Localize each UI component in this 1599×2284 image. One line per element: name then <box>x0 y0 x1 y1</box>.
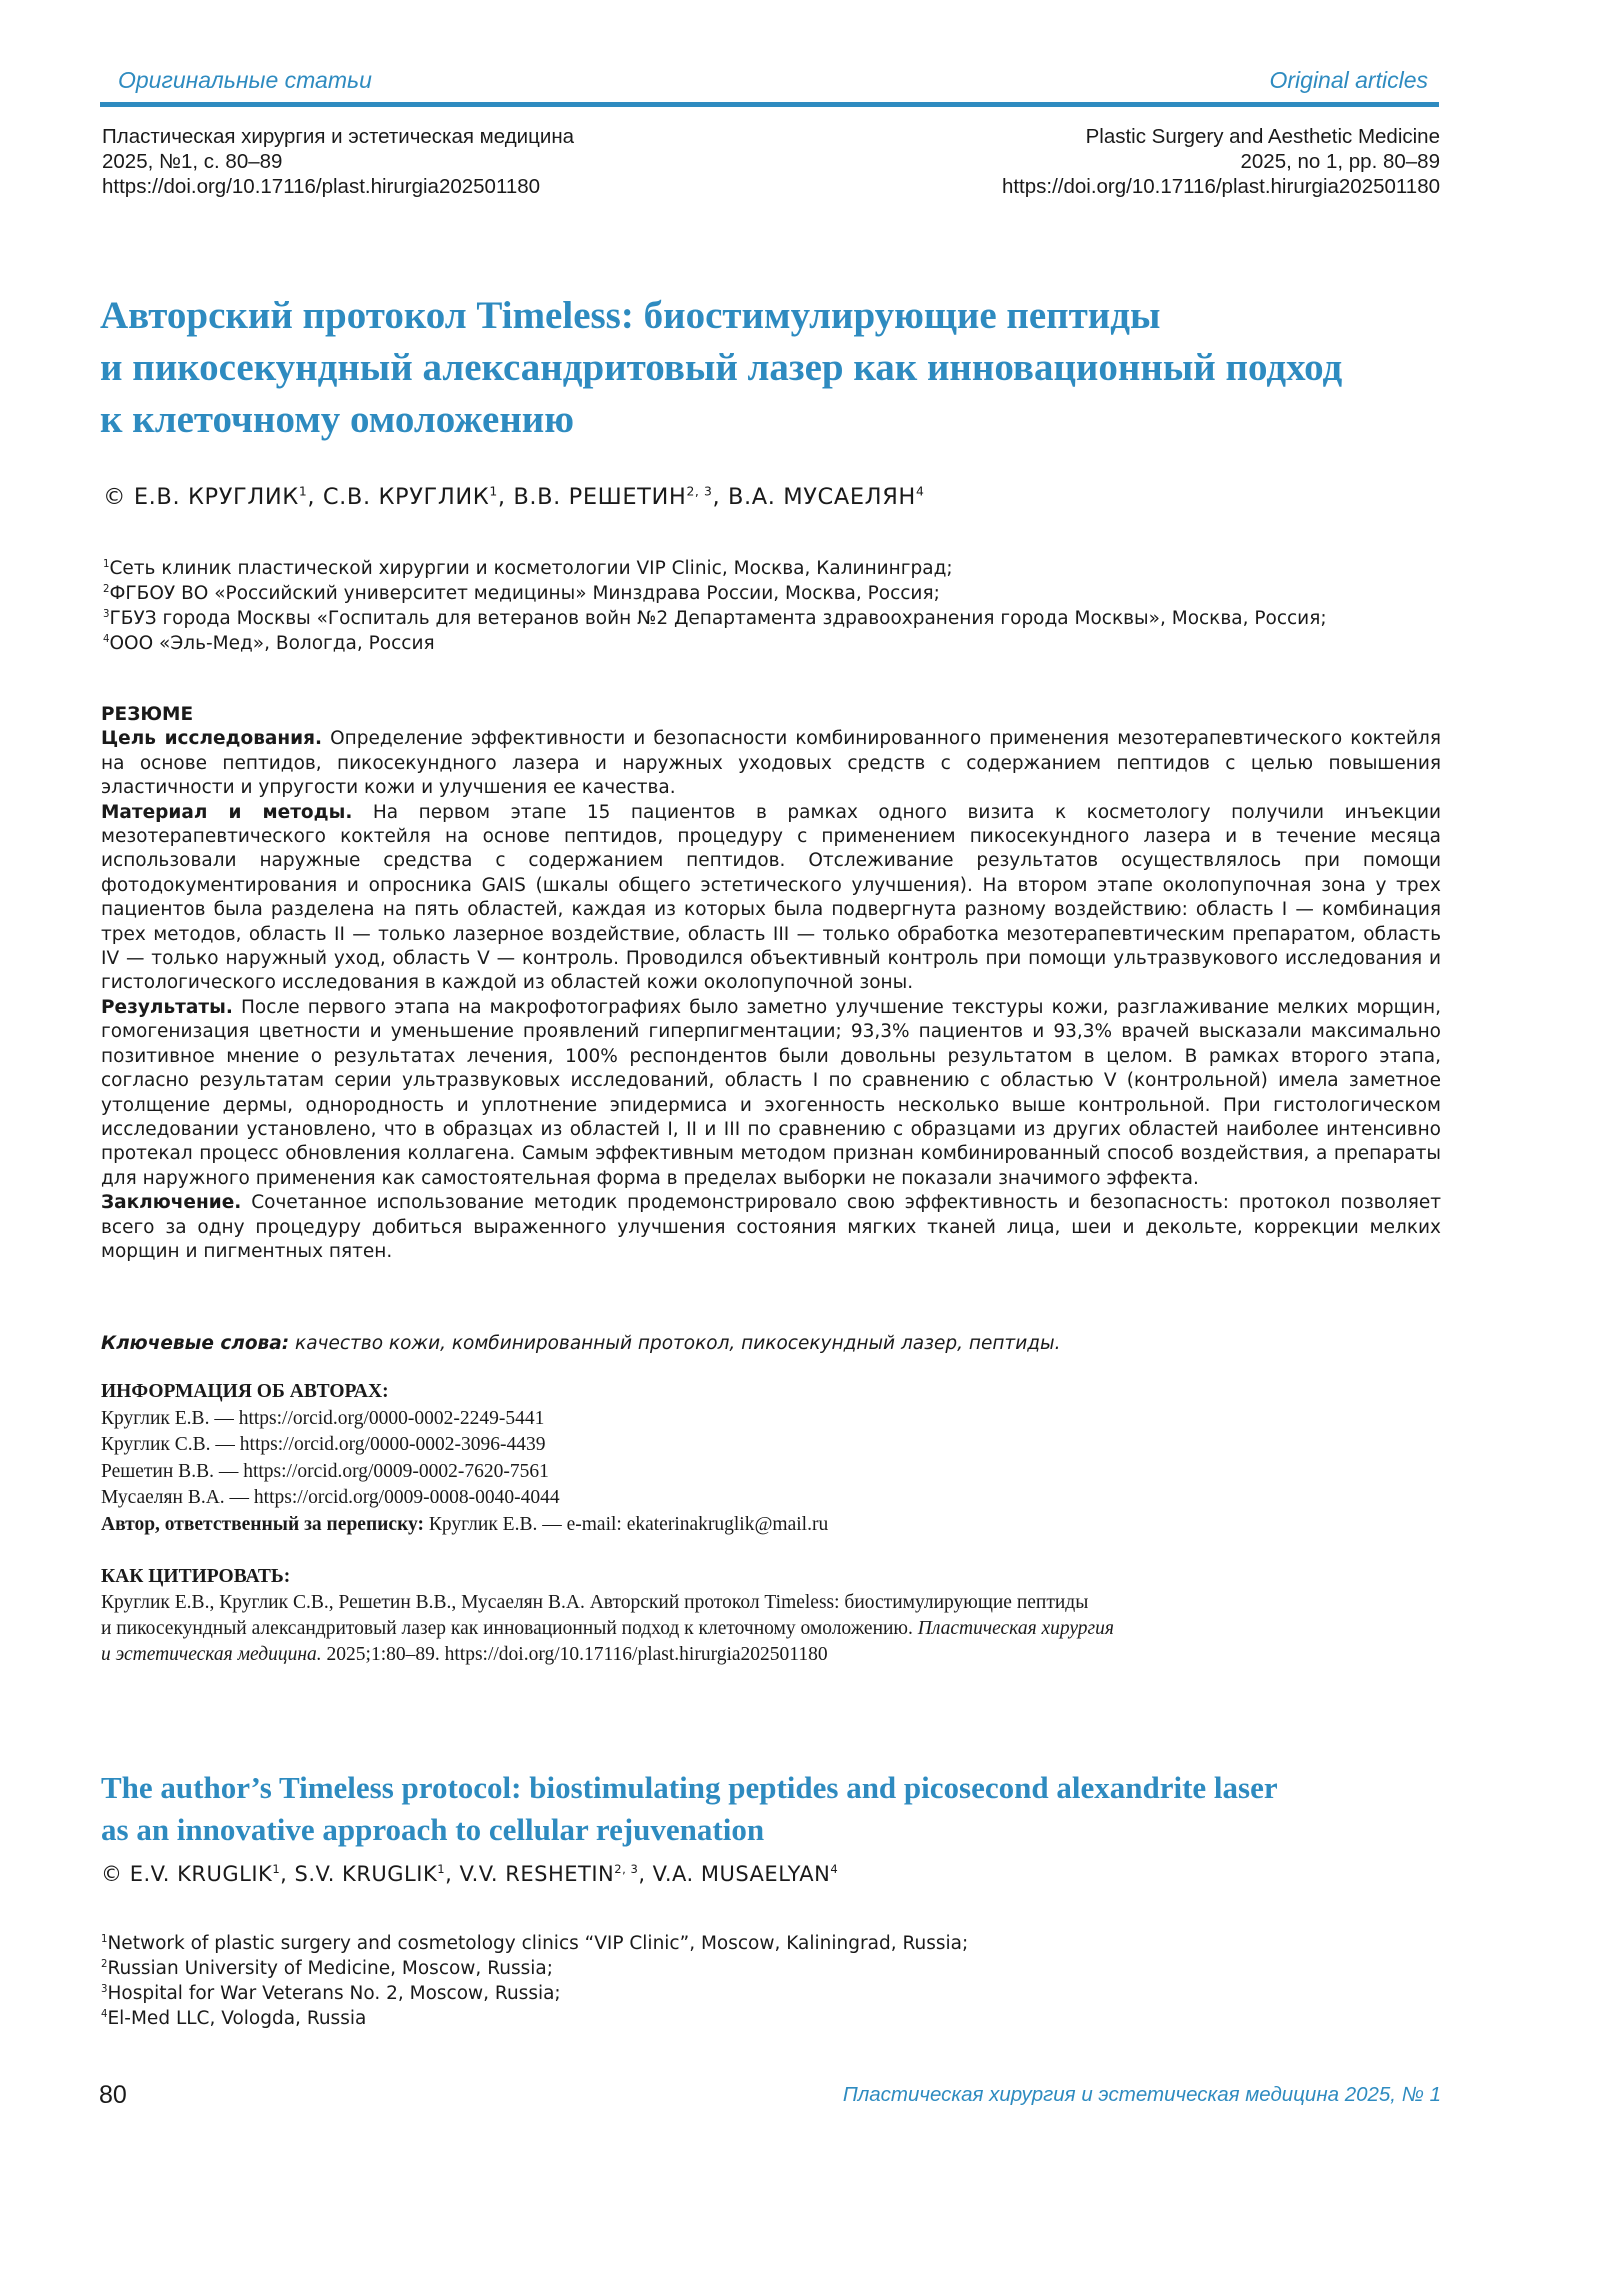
abstract-conclusion-text: Сочетанное использование методик продемонстрировало свою эффективность и безопасность: протокол позволяет всего за одну процедуру добиться выраженного улучшения состояния мягких тканей лица, шеи и декольте, коррекции мелких морщин и пигментных пятен. <box>101 1192 1441 1262</box>
keywords-label: Ключевые слова: <box>101 1333 290 1354</box>
running-header-right: Original articles <box>1269 67 1428 93</box>
author-orcid-line[interactable]: Круглик С.В. — https://orcid.org/0000-0002-3096-4439 <box>101 1434 546 1455</box>
abstract-results-label: Результаты. <box>101 996 233 1018</box>
meta-journal-ru: Пластическая хирургия и эстетическая медицина <box>102 125 575 148</box>
abstract-results <box>101 996 1441 1191</box>
author-separator: , <box>712 484 728 510</box>
affiliation-item <box>103 606 1327 631</box>
author-name: Е.В. КРУГЛИК <box>133 484 299 510</box>
corresponding-author-text[interactable]: Круглик Е.В. — e-mail: ekaterinakruglik@mail.ru <box>424 1513 829 1535</box>
author-separator: , <box>307 484 323 510</box>
affiliation-text: ООО «Эль-Мед», Вологда, Россия <box>109 633 435 654</box>
running-header-left: Оригинальные статьи <box>118 67 372 93</box>
author-name: E.V. KRUGLIK <box>129 1862 273 1886</box>
authors-info-heading: ИНФОРМАЦИЯ ОБ АВТОРАХ: <box>101 1381 389 1402</box>
citation-line: Круглик Е.В., Круглик С.В., Решетин В.В., Мусаелян В.А. Авторский протокол Timeless: биостимулирующие пептиды <box>101 1592 1089 1613</box>
author-affil-ref: 2, 3 <box>614 1862 639 1876</box>
affiliation-text: Сеть клиник пластической хирургии и косметологии VIP Clinic, Москва, Калининград; <box>109 558 953 579</box>
page-number: 80 <box>99 2081 127 2109</box>
meta-doi-ru[interactable]: https://doi.org/10.17116/plast.hirurgia202501180 <box>102 175 541 198</box>
affiliation-item <box>101 2006 968 2031</box>
affiliation-item <box>101 1931 968 1956</box>
citation-doi[interactable]: 2025;1:80–89. https://doi.org/10.17116/plast.hirurgia202501180 <box>321 1644 828 1665</box>
abstract-methods <box>101 801 1441 996</box>
meta-issue-ru: 2025, №1, с. 80–89 <box>102 150 283 173</box>
affiliation-number: 4 <box>101 2008 108 2020</box>
affiliation-number: 3 <box>103 608 110 620</box>
citation <box>101 1564 1114 1668</box>
author-name: В.А. МУСАЕЛЯН <box>727 484 916 510</box>
author-separator: , <box>280 1862 295 1886</box>
authors-en <box>101 1862 838 1886</box>
abstract-results-text: После первого этапа на макрофотографиях было заметно улучшение текстуры кожи, разглаживание мелких морщин, гомогенизация цветности и уменьшение проявлений гиперпигментации; 93,3% пациентов и 93,3% врачей высказали максимально позитивное мнение о результатах лечения, 100% респондентов были довольны результатом в целом. В рамках второго этапа, согласно результатам серии ультразвуковых исследований, область I по сравнению с областью V (контрольной) имела заметное утолщение дермы, однородность и уплотнение эпидермиса и эхогенность несколько выше контрольной. При гистологическом исследовании установлено, что в образцах из областей I, II и III по сравнению с образцами из других областей наиболее интенсивно протекал процесс обновления коллагена. Самым эффективным методом признан комбинированный способ воздействия, а препараты для наружного применения как самостоятельная форма в пределах выборки не показали значимого эффекта. <box>101 996 1441 1189</box>
abstract-conclusion <box>101 1191 1441 1264</box>
article-title-en <box>101 1767 1278 1851</box>
footer-journal: Пластическая хирургия и эстетическая медицина 2025, № 1 <box>842 2083 1441 2106</box>
citation-line <box>101 1616 1114 1642</box>
affiliation-item <box>101 1956 968 1981</box>
citation-heading: КАК ЦИТИРОВАТЬ: <box>101 1566 291 1587</box>
author-name: S.V. KRUGLIK <box>294 1862 438 1886</box>
journal-meta-en <box>1002 124 1440 199</box>
citation-journal: Пластическая хирургия <box>917 1618 1114 1639</box>
header-rule <box>100 102 1439 107</box>
affiliations-en <box>101 1931 968 2031</box>
article-title-ru <box>100 290 1480 446</box>
meta-issue-en: 2025, no 1, pp. 80–89 <box>1240 150 1440 173</box>
abstract-methods-label: Материал и методы. <box>101 801 353 823</box>
title-en-line: The author’s Timeless protocol: biostimulating peptides and picosecond alexandrite laser <box>101 1770 1278 1805</box>
affiliation-item <box>103 631 1327 656</box>
author-affil-ref: 1 <box>272 1862 281 1876</box>
citation-text: и пикосекундный александритовый лазер как инновационный подход к клеточному омоложению. <box>101 1618 918 1639</box>
affiliation-text: El-Med LLC, Vologda, Russia <box>107 2008 367 2029</box>
abstract-aim-label: Цель исследования. <box>101 728 323 750</box>
citation-line <box>101 1642 1114 1668</box>
copyright-mark: © <box>101 1862 130 1886</box>
author-orcid-line[interactable]: Решетин В.В. — https://orcid.org/0009-0002-7620-7561 <box>101 1460 549 1482</box>
abstract-aim-text: Определение эффективности и безопасности комбинированного применения мезотерапевтического коктейля на основе пептидов, пикосекундного лазера и наружных уходовых средств с содержанием пептидов с целью повышения эластичности и упругости кожи и улучшения ее качества. <box>101 728 1441 799</box>
author-orcid-line[interactable]: Мусаелян В.А. — https://orcid.org/0009-0008-0040-4044 <box>101 1487 560 1508</box>
author-orcid-line[interactable]: Круглик Е.В. — https://orcid.org/0000-0002-2249-5441 <box>101 1407 545 1429</box>
abstract <box>101 703 1441 1264</box>
affiliation-text: Hospital for War Veterans No. 2, Moscow, Russia; <box>107 1983 561 2004</box>
title-ru-line: Авторский протокол Timeless: биостимулирующие пептиды <box>100 294 1161 337</box>
authors-ru <box>103 484 924 510</box>
affiliation-number: 2 <box>103 583 110 595</box>
abstract-aim <box>101 727 1441 800</box>
corresponding-author-label: Автор, ответственный за переписку: <box>101 1513 425 1535</box>
author-name: V.A. MUSAELYAN <box>652 1862 831 1886</box>
affiliation-text: Russian University of Medicine, Moscow, Russia; <box>107 1958 553 1979</box>
meta-doi-en[interactable]: https://doi.org/10.17116/plast.hirurgia202501180 <box>1001 175 1440 198</box>
journal-meta-ru <box>102 124 574 199</box>
running-header <box>118 67 1428 97</box>
title-ru-line: к клеточному омоложению <box>100 398 575 441</box>
affiliation-item <box>103 556 1327 581</box>
affiliation-number: 3 <box>101 1983 108 1995</box>
affiliation-item <box>103 581 1327 606</box>
author-name: В.В. РЕШЕТИН <box>513 484 687 510</box>
authors-info <box>101 1379 828 1538</box>
author-name: С.В. КРУГЛИК <box>322 484 490 510</box>
keywords-text: качество кожи, комбинированный протокол, пикосекундный лазер, пептиды. <box>289 1333 1061 1354</box>
title-ru-line: и пикосекундный александритовый лазер как инновационный подход <box>100 346 1343 389</box>
affiliation-item <box>101 1981 968 2006</box>
affiliations-ru <box>103 556 1327 656</box>
author-affil-ref: 4 <box>915 484 925 499</box>
affiliation-text: ГБУЗ города Москвы «Госпиталь для ветеранов войн №2 Департамента здравоохранения города Москвы», Москва, Россия; <box>109 608 1327 629</box>
meta-journal-en: Plastic Surgery and Aesthetic Medicine <box>1085 125 1440 148</box>
author-affil-ref: 1 <box>298 484 308 499</box>
affiliation-number: 1 <box>101 1933 108 1945</box>
author-separator: , <box>445 1862 460 1886</box>
keywords <box>101 1333 1061 1354</box>
affiliation-text: Network of plastic surgery and cosmetology clinics “VIP Clinic”, Moscow, Kaliningrad, Russia; <box>107 1933 969 1954</box>
abstract-heading: РЕЗЮМЕ <box>101 704 194 725</box>
author-name: V.V. RESHETIN <box>459 1862 615 1886</box>
title-en-line: as an innovative approach to cellular rejuvenation <box>101 1812 765 1847</box>
affiliation-number: 4 <box>103 633 110 645</box>
copyright-mark: © <box>103 484 134 510</box>
author-affil-ref: 1 <box>489 484 498 499</box>
author-affil-ref: 2, 3 <box>686 484 713 499</box>
corresponding-author <box>101 1512 828 1539</box>
abstract-conclusion-label: Заключение. <box>101 1192 242 1214</box>
author-separator: , <box>497 484 514 510</box>
author-separator: , <box>638 1862 653 1886</box>
affiliation-number: 1 <box>103 558 110 570</box>
affiliation-number: 2 <box>101 1958 108 1970</box>
citation-journal: и эстетическая медицина. <box>101 1644 322 1665</box>
author-affil-ref: 1 <box>437 1862 446 1876</box>
affiliation-text: ФГБОУ ВО «Российский университет медицины» Минздрава России, Москва, Россия; <box>109 583 940 604</box>
abstract-methods-text: На первом этапе 15 пациентов в рамках одного визита к косметологу получили инъекции мезотерапевтического коктейля на основе пептидов, процедуру с применением пикосекундного лазера и в течение месяца использовали наружные средства с содержанием пептидов. Отслеживание результатов осуществлялось при помощи фотодокументирования и опросника GAIS (шкалы общего эстетического улучшения). На втором этапе околопупочная зона у трех пациентов была разделена на пять областей, каждая из которых была подвергнута разному воздействию: область I — комбинация трех методов, область II — только лазерное воздействие, область III — только обработка мезотерапевтическим препаратом, область IV — только наружный уход, область V — контроль. Проводился объективный контроль при помощи ультразвукового исследования и гистологического исследования в каждой из областей кожи околопупочной зоны. <box>101 801 1441 994</box>
author-affil-ref: 4 <box>830 1862 839 1876</box>
